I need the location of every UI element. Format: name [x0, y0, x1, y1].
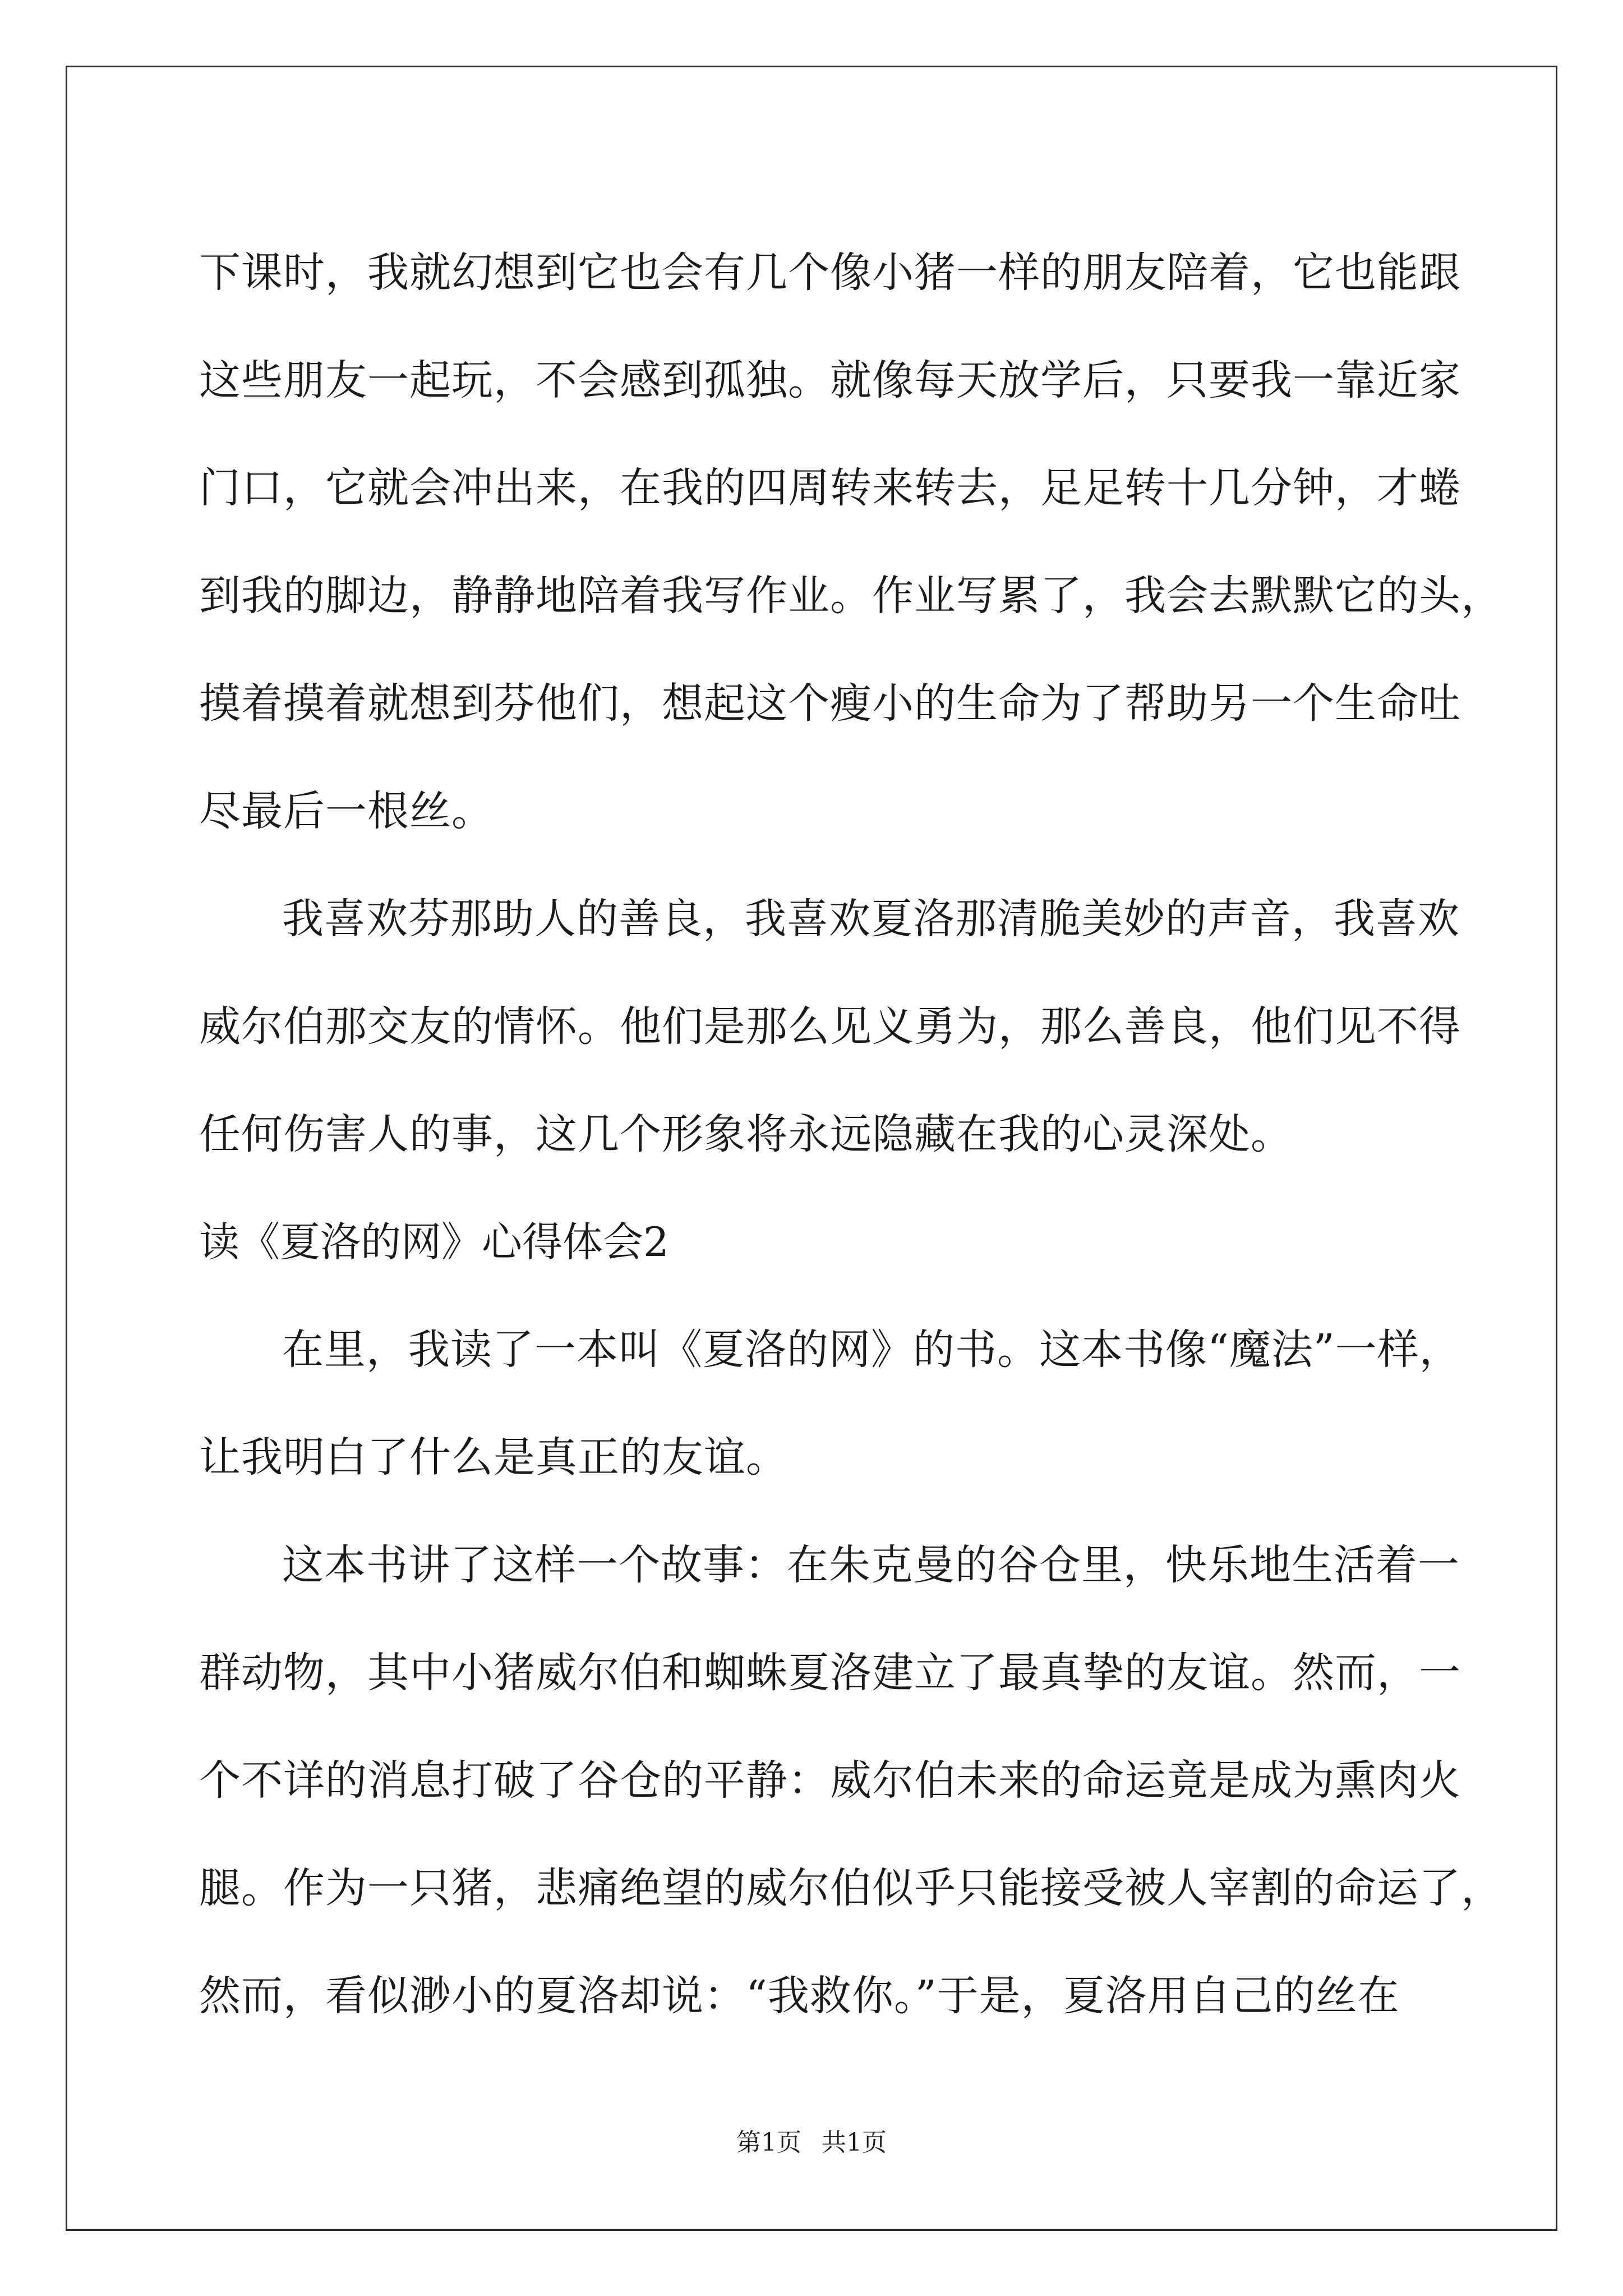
text-line: 个不详的消息打破了谷仓的平静：威尔伯未来的命运竟是成为熏肉火: [199, 1756, 1461, 1805]
paragraph: [199, 1296, 1461, 1511]
text-line: 下课时，我就幻想到它也会有几个像小猪一样的朋友陪着，它也能跟: [199, 249, 1461, 297]
text-line: 然而，看似渺小的夏洛却说：“我救你。”于是，夏洛用自己的丝在: [199, 1972, 1400, 2020]
paragraph: [199, 219, 1503, 865]
text-line: 腿。作为一只猪，悲痛绝望的威尔伯似乎只能接受被人宰割的命运了，: [199, 1864, 1503, 1912]
document-body: [199, 219, 1503, 2050]
text-line: 这本书讲了这样一个故事：在朱克曼的谷仓里，快乐地生活着一: [282, 1541, 1460, 1589]
text-line: 任何伤害人的事，这几个形象将永远隐藏在我的心灵深处。: [199, 1110, 1293, 1158]
page-footer: [0, 2126, 1623, 2160]
text-line: 我喜欢芬那助人的善良，我喜欢夏洛那清脆美妙的声音，我喜欢: [282, 895, 1460, 943]
page-count: 共1页: [822, 2128, 887, 2157]
paragraph: [199, 865, 1461, 1188]
text-line: 威尔伯那交友的情怀。他们是那么见义勇为，那么善良，他们见不得: [199, 1002, 1461, 1051]
paragraph: [199, 1511, 1503, 2050]
page-number: 第1页: [736, 2128, 801, 2157]
text-line: 群动物，其中小猪威尔伯和蜘蛛夏洛建立了最真挚的友谊。然而，一: [199, 1649, 1461, 1697]
text-line: 在里，我读了一本叫《夏洛的网》的书。这本书像“魔法”一样，: [282, 1326, 1461, 1374]
section-heading: 读《夏洛的网》心得体会2: [199, 1218, 669, 1266]
text-line: 到我的脚边，静静地陪着我写作业。作业写累了，我会去默默它的头，: [199, 572, 1503, 620]
text-line: 这些朋友一起玩，不会感到孤独。就像每天放学后，只要我一靠近家: [199, 356, 1461, 404]
text-line: 尽最后一根丝。: [199, 787, 494, 835]
text-line: 门口，它就会冲出来，在我的四周转来转去，足足转十几分钟，才蜷: [199, 464, 1461, 512]
text-line: 让我明白了什么是真正的友谊。: [199, 1433, 788, 1481]
text-line: 摸着摸着就想到芬他们，想起这个瘦小的生命为了帮助另一个生命吐: [199, 679, 1461, 728]
